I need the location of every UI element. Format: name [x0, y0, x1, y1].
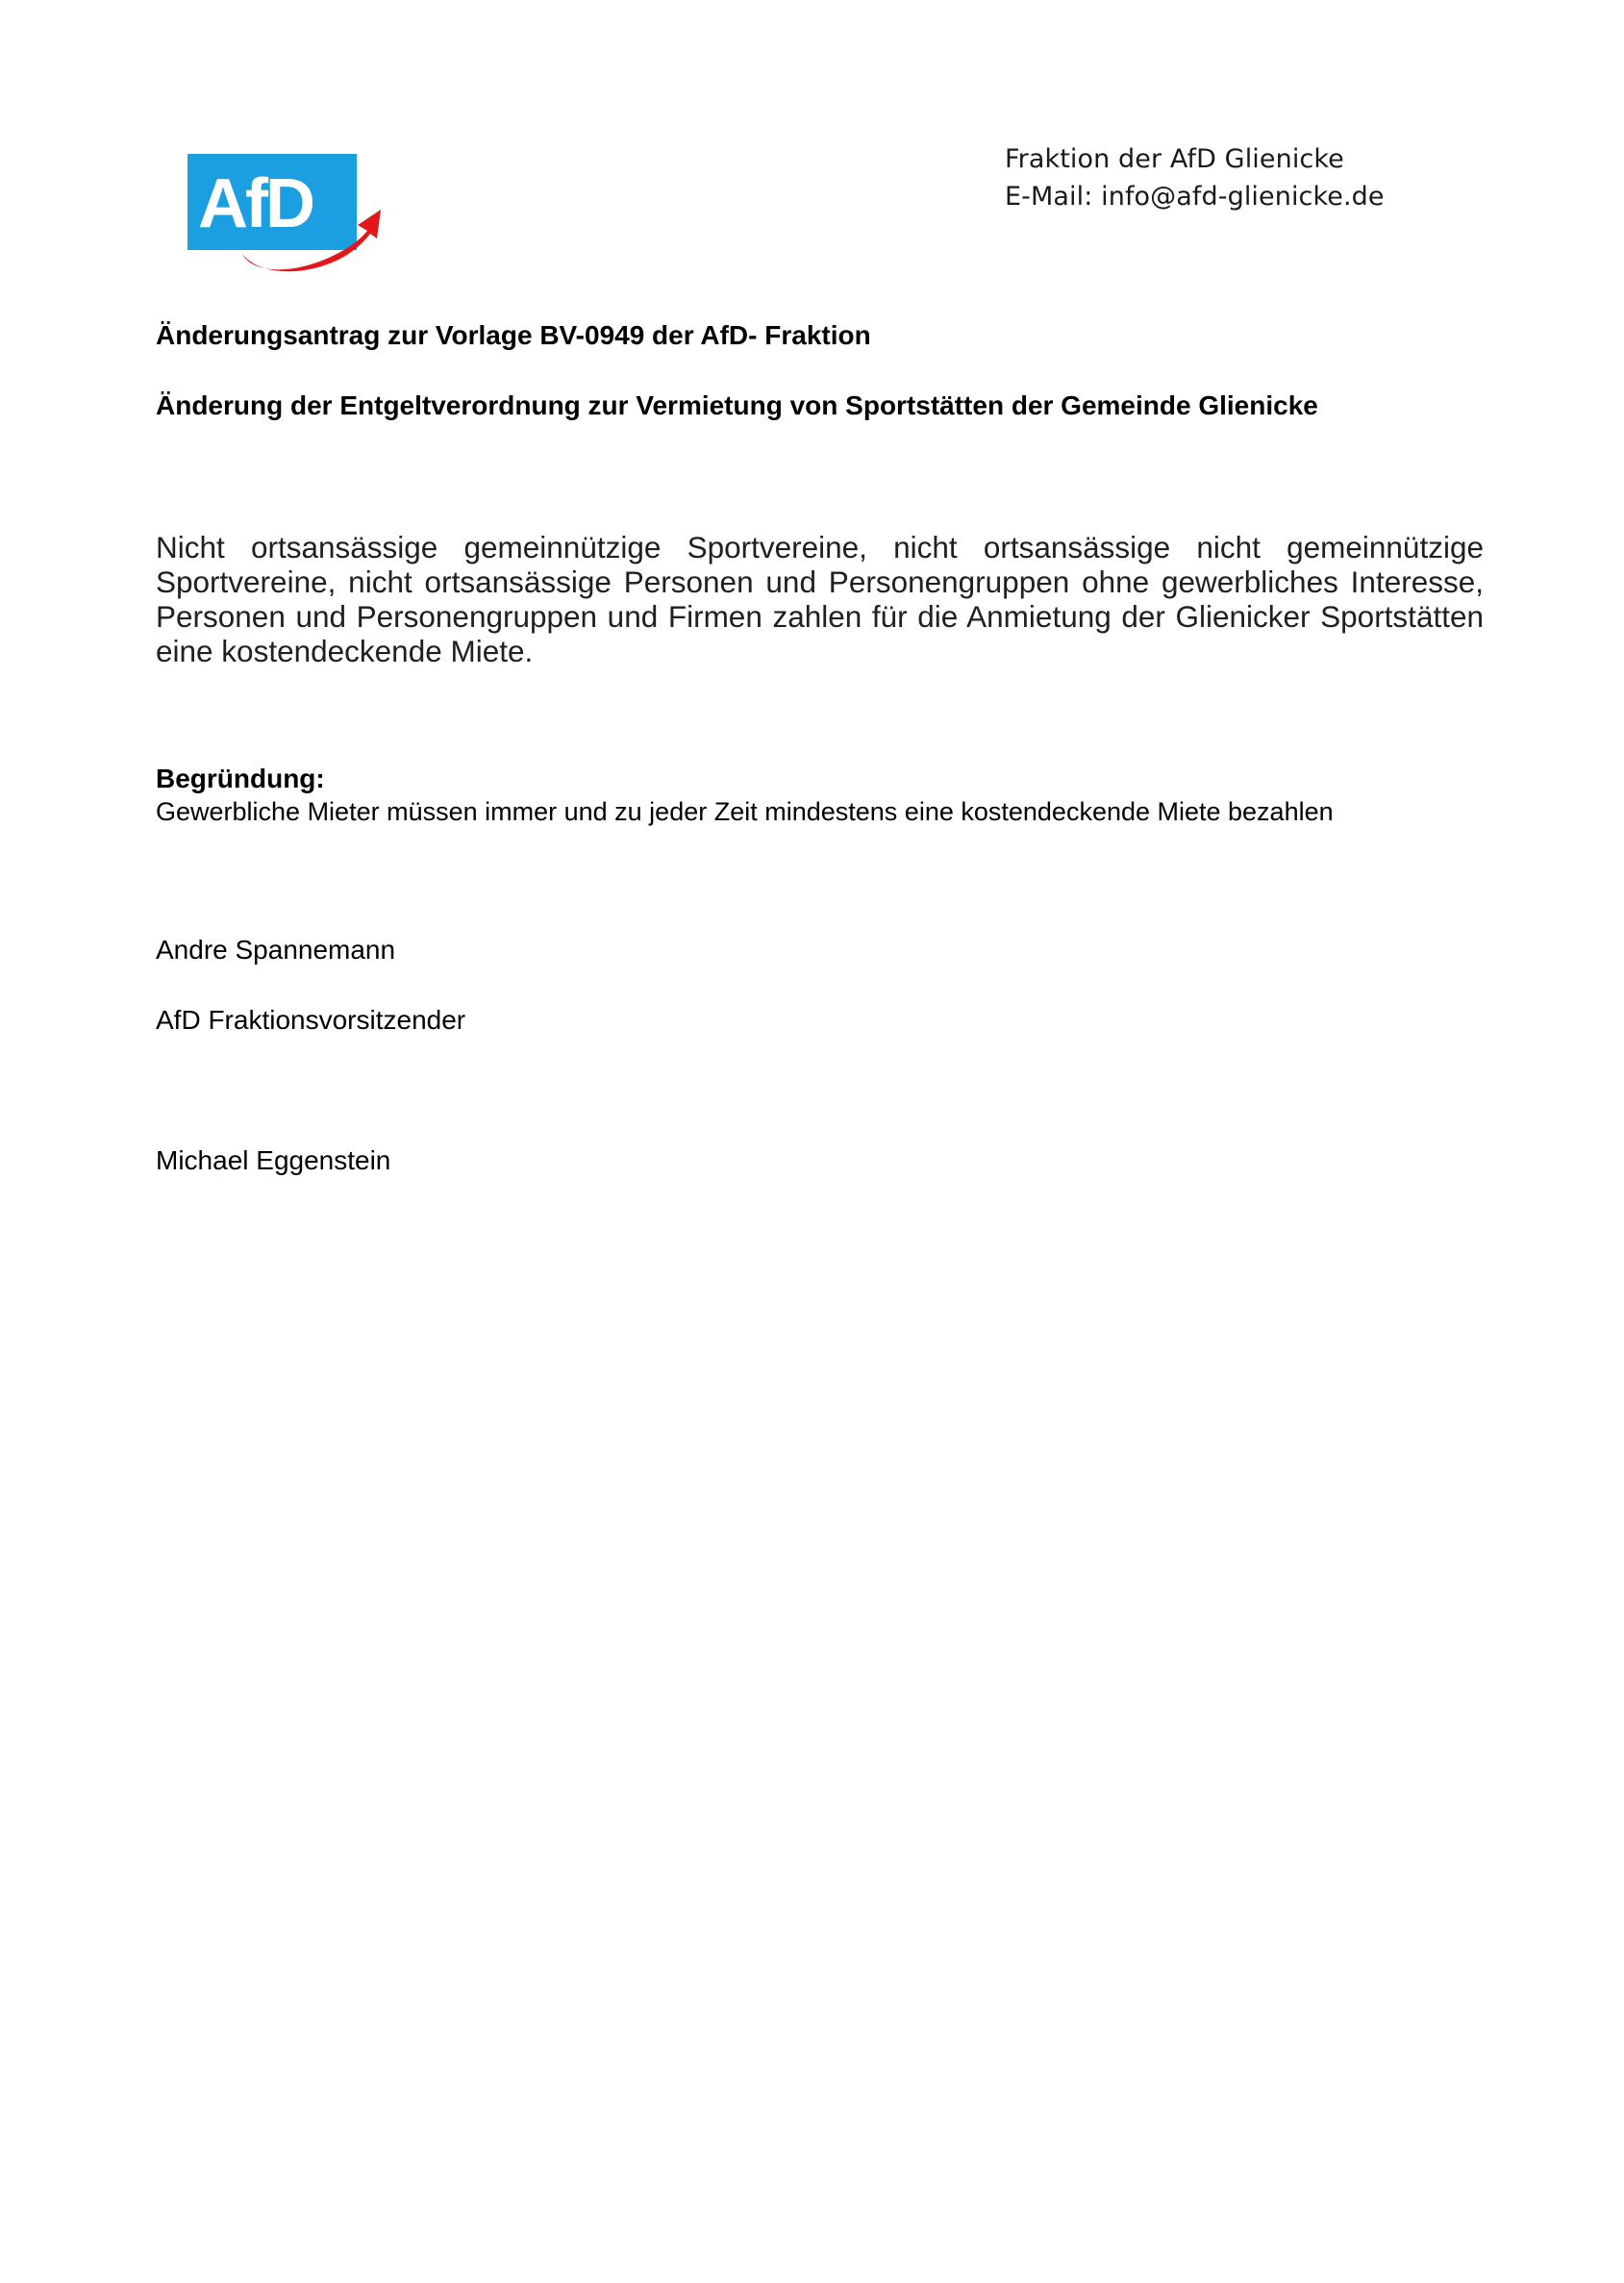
motion-title: Änderungsantrag zur Vorlage BV-0949 der AfD- Fraktion	[156, 320, 871, 350]
signatory-name-1: Andre Spannemann	[156, 935, 396, 965]
logo-text: AfD	[198, 165, 312, 242]
signatory-name-2: Michael Eggenstein	[156, 1145, 391, 1175]
reasoning-text: Gewerbliche Mieter müssen immer und zu jeder Zeit mindestens eine kostendeckende Miete bezahlen	[156, 797, 1334, 826]
sender-address	[1005, 140, 1385, 215]
signatory-role-1: AfD Fraktionsvorsitzender	[156, 1005, 466, 1035]
sender-name: Fraktion der AfD Glienicke	[1005, 144, 1344, 174]
afd-logo-graphic	[185, 150, 383, 273]
motion-subject: Änderung der Entgeltverordnung zur Vermietung von Sportstätten der Gemeinde Glienicke	[156, 390, 1318, 420]
motion-body: Nicht ortsansässige gemeinnützige Sportvereine, nicht ortsansässige nicht gemeinnützige Sportvereine, nicht ortsansässige Personen und Personengruppen ohne gewerbliches Interesse, Personen und Personengruppen und Firmen zahlen für die Anmietung der Glienicker Sportstätten eine kostendeckende Miete.	[156, 530, 1484, 668]
afd-logo	[185, 150, 383, 273]
reasoning-title: Begründung:	[156, 764, 325, 793]
sender-email: E-Mail: info@afd-glienicke.de	[1005, 182, 1385, 212]
